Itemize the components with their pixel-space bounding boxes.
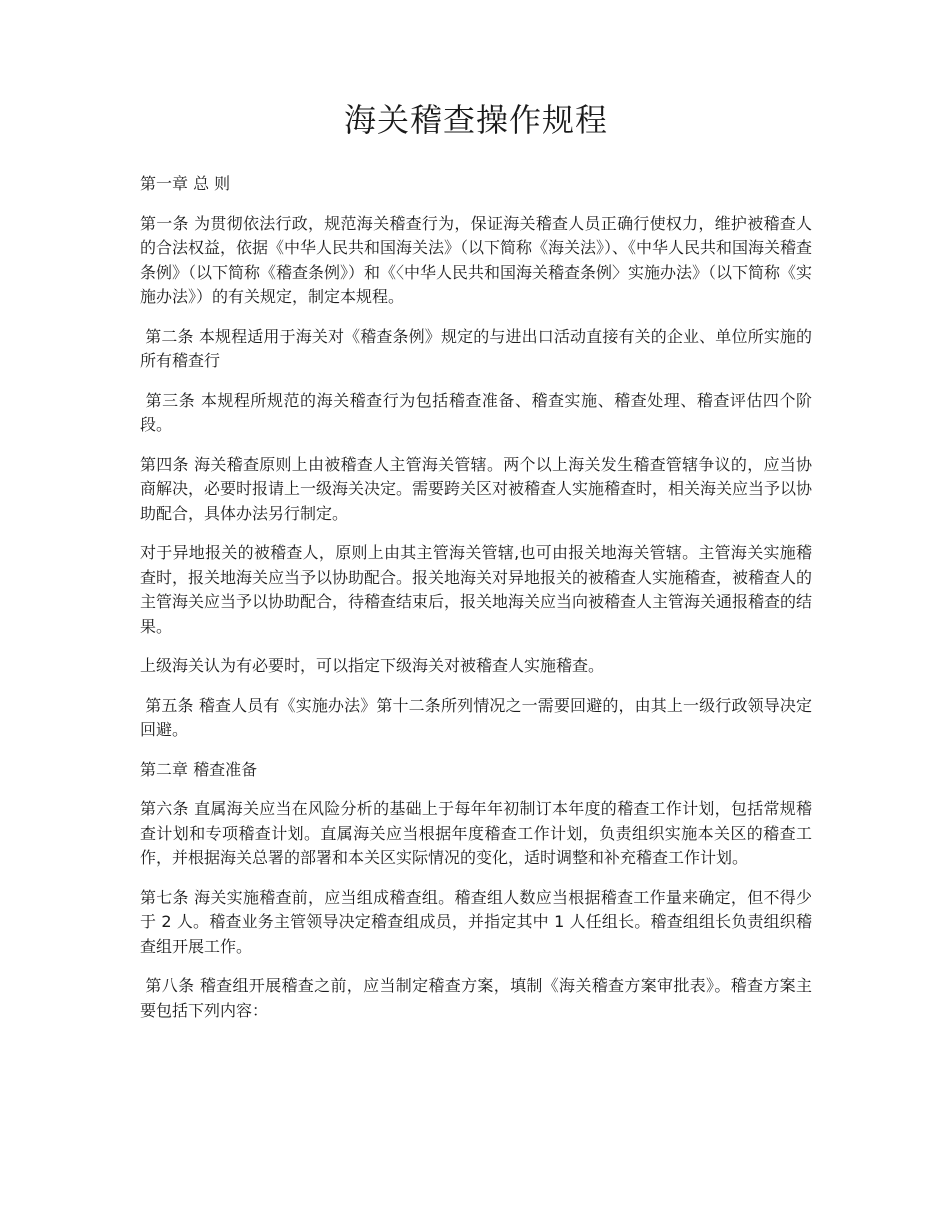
article-paragraph: 第四条 海关稽查原则上由被稽查人主管海关管辖。两个以上海关发生稽查管辖争议的，应当协商解决，必要时报请上一级海关决定。需要跨关区对被稽查人实施稽查时，相关海关应当予以协助配合，具体办法另行制定。: [140, 454, 813, 523]
article-paragraph: 第一条 为贯彻依法行政，规范海关稽查行为，保证海关稽查人员正确行使权力，维护被稽查人的合法权益，依据《中华人民共和国海关法》（以下简称《海关法》）、《中华人民共和国海关稽查条例》（以下简称《稽查条例》）和《〈中华人民共和国海关稽查条例〉实施办法》（以下简称《实施办法》）的有关规定，制定本规程。: [140, 213, 813, 306]
article-paragraph: 第六条 直属海关应当在风险分析的基础上于每年年初制订本年度的稽查工作计划，包括常规稽查计划和专项稽查计划。直属海关应当根据年度稽查工作计划，负责组织实施本关区的稽查工作，并根据海关总署的部署和本关区实际情况的变化，适时调整和补充稽查工作计划。: [140, 799, 812, 867]
article-paragraph: 第八条 稽查组开展稽查之前，应当制定稽查方案，填制《海关稽查方案审批表》。稽查方案主要包括下列内容：: [140, 976, 812, 1020]
article-paragraph: 第五条 稽查人员有《实施办法》第十二条所列情况之一需要回避的，由其上一级行政领导决定回避。: [140, 695, 812, 739]
chapter-heading: 第二章 稽查准备: [140, 759, 258, 779]
document-title: 海关稽查操作规程: [343, 101, 608, 139]
document-page: [140, 96, 812, 1038]
article-paragraph: 第七条 海关实施稽查前，应当组成稽查组。稽查组人数应当根据稽查工作量来确定，但不得少于 2 人。稽查业务主管领导决定稽查组成员，并指定其中 1 人任组长。稽查组组长负责组织稽查组开展工作。: [140, 887, 812, 956]
article-paragraph: 第三条 本规程所规范的海关稽查行为包括稽查准备、稽查实施、稽查处理、稽查评估四个阶段。: [140, 390, 812, 434]
chapter-heading: 第一章 总 则: [140, 174, 231, 193]
article-paragraph: 第二条 本规程适用于海关对《稽查条例》规定的与进出口活动直接有关的企业、单位所实施的所有稽查行: [140, 326, 812, 370]
article-paragraph: 上级海关认为有必要时，可以指定下级海关对被稽查人实施稽查。: [140, 656, 605, 675]
article-paragraph: 对于异地报关的被稽查人，原则上由其主管海关管辖,也可由报关地海关管辖。主管海关实施稽查时，报关地海关应当予以协助配合。报关地海关对异地报关的被稽查人实施稽查，被稽查人的主管海关应当予以协助配合，待稽查结束后，报关地海关应当向被稽查人主管海关通报稽查的结果。: [140, 543, 813, 636]
